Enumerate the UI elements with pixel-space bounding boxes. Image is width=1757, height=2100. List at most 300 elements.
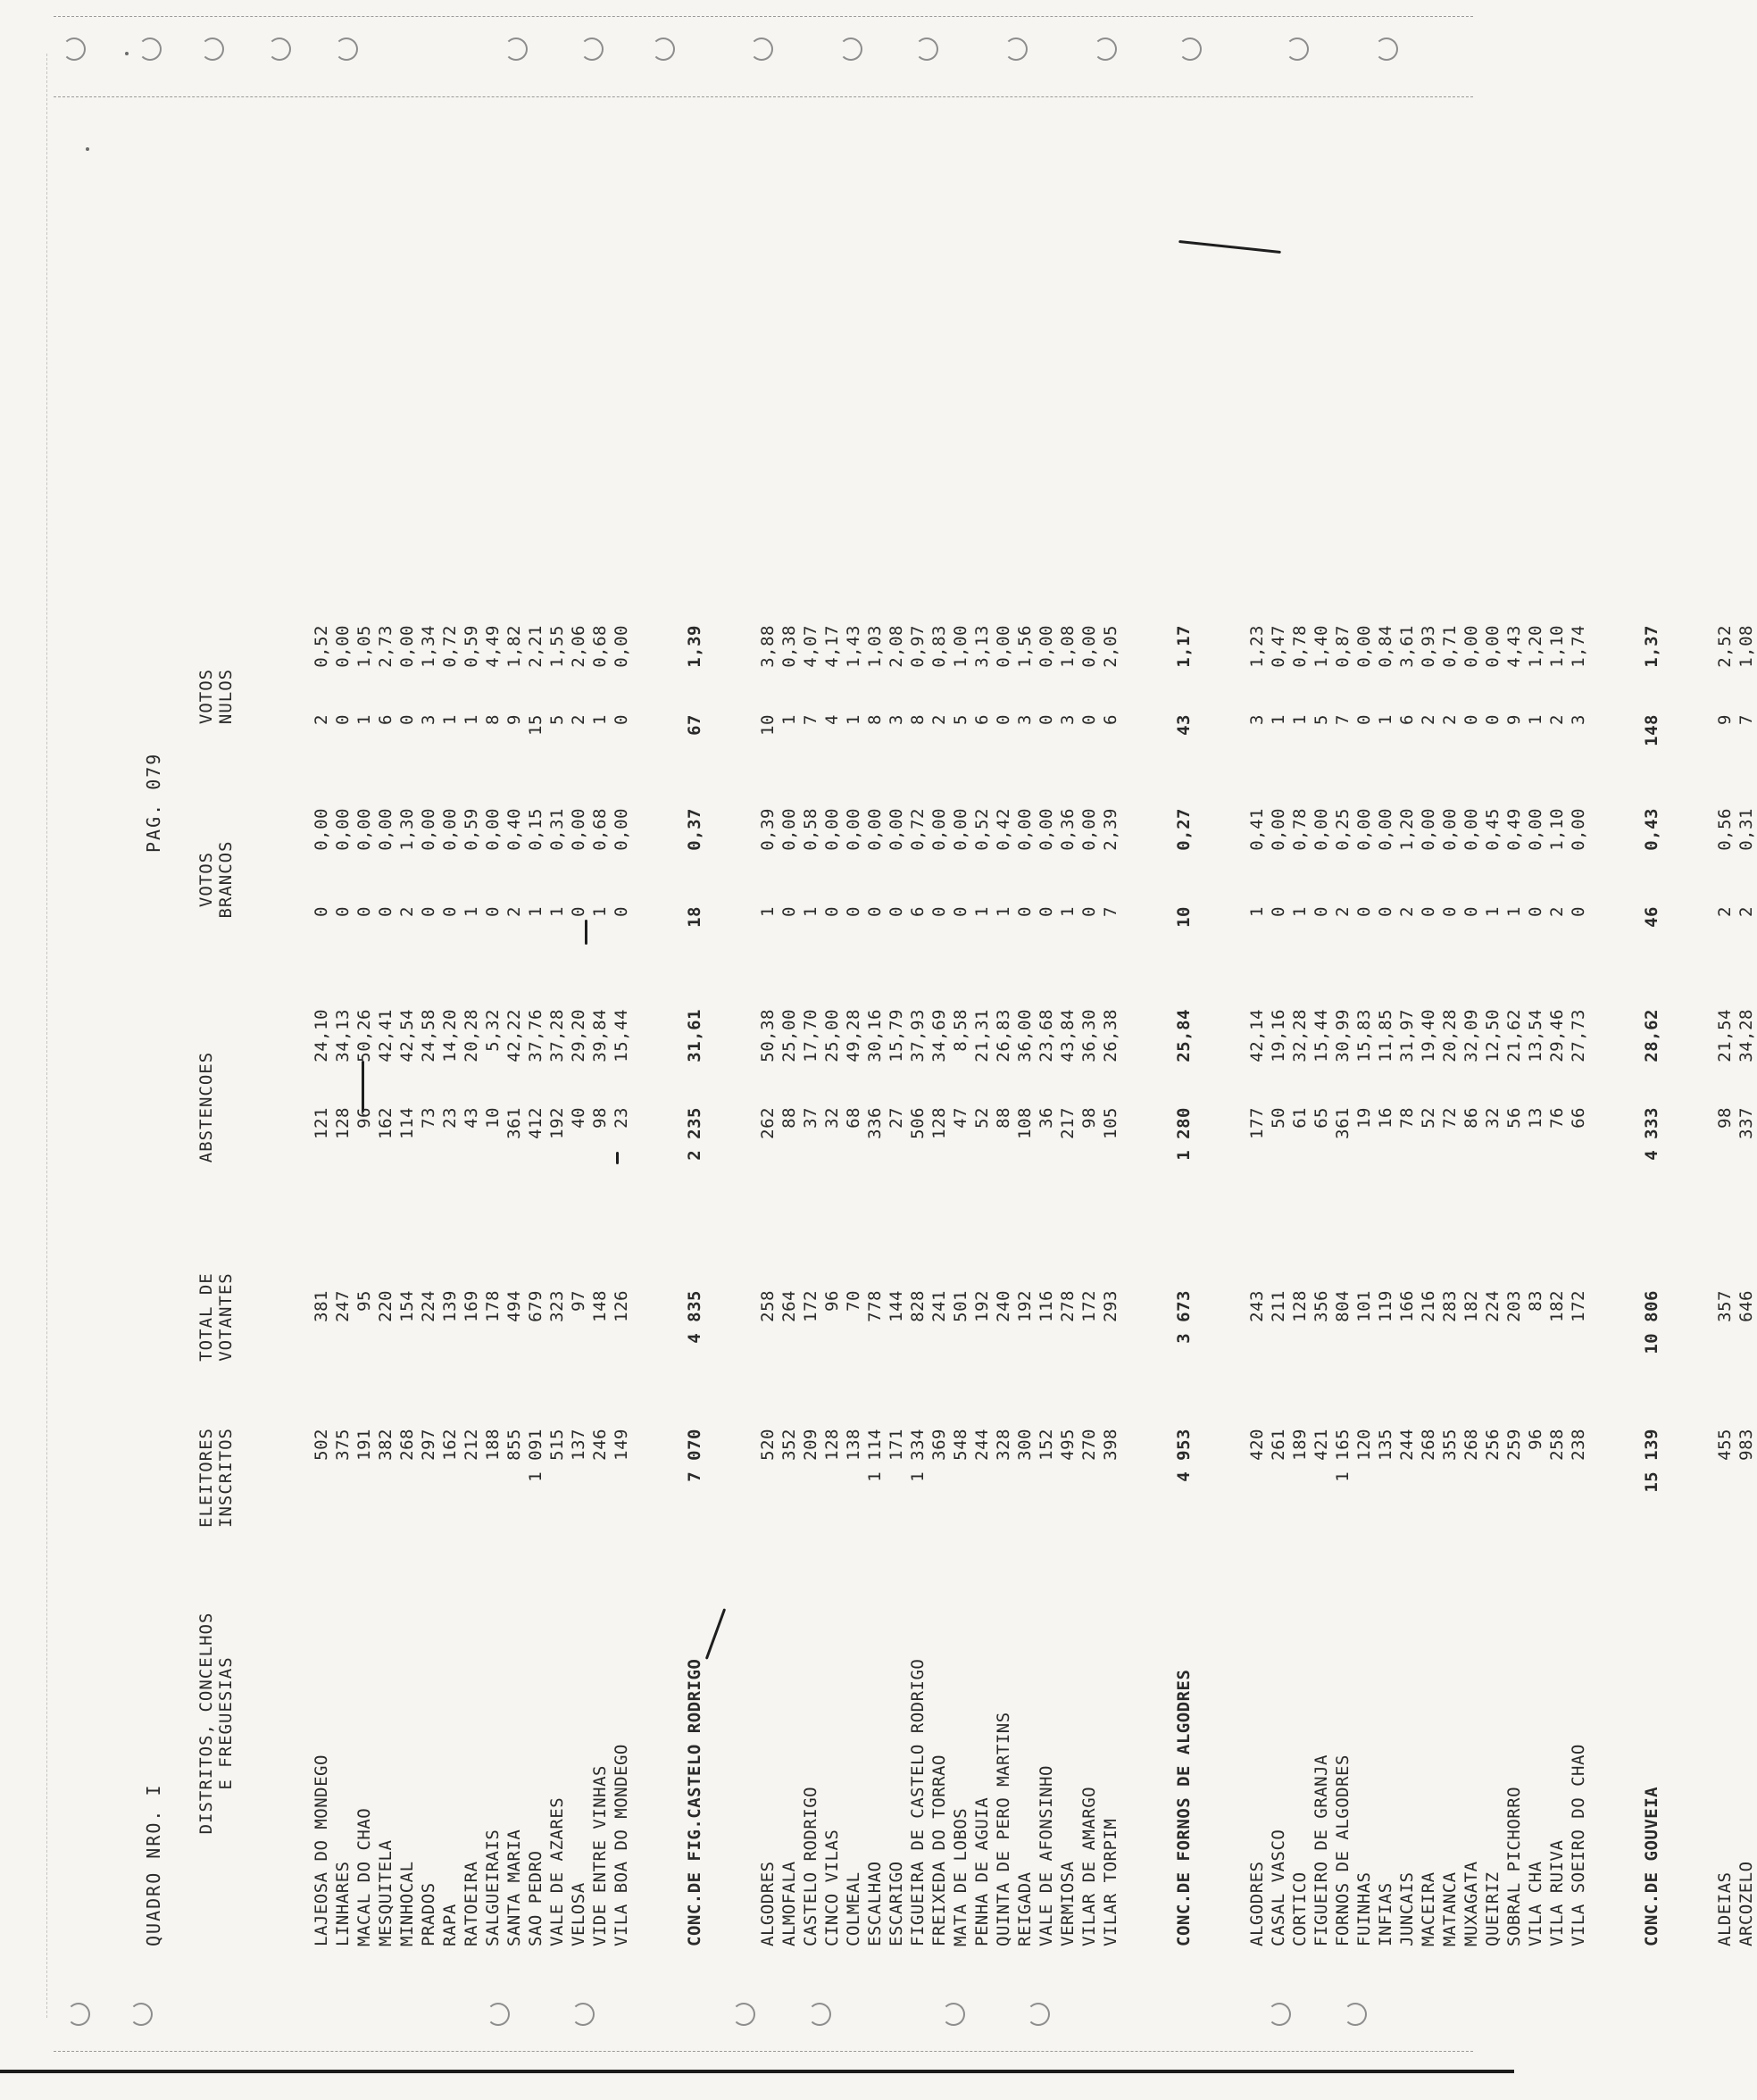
cell-bra-p: 0,00 [440, 808, 460, 851]
cell-nul-p: 2,73 [376, 625, 396, 668]
cell-abs-n: 114 [397, 1107, 417, 1139]
cell-ele: 421 [1312, 1429, 1331, 1461]
cell-bra-p: 0,43 [1642, 808, 1661, 851]
row-spacer [1207, 250, 1246, 1946]
cell-nul-p: 0,00 [397, 625, 417, 668]
results-table-body [311, 250, 1757, 1946]
feed-hole-icon [1344, 2003, 1367, 2026]
cell-nul-n: 6 [1101, 714, 1120, 725]
cell-bra-n: 0 [333, 906, 353, 917]
cell-bra-p: 0,58 [801, 808, 820, 851]
cell-nul-p: 4,43 [1504, 625, 1524, 668]
cell-bra-n: 7 [1101, 906, 1120, 917]
cell-abs-n: 76 [1547, 1107, 1567, 1129]
cell-ele: 515 [547, 1429, 567, 1461]
table-row [504, 250, 525, 1946]
cell-abs-p: 21,31 [972, 1009, 992, 1062]
feed-hole-icon [67, 2003, 90, 2026]
cell-name: SANTA MARIA [504, 1829, 524, 1946]
cell-ele: 96 [1526, 1429, 1545, 1450]
cell-ele: 300 [1015, 1429, 1035, 1461]
cell-bra-n: 0 [1440, 906, 1460, 917]
cell-tot: 148 [590, 1290, 610, 1322]
cell-abs-n: 43 [462, 1107, 481, 1129]
cell-abs-n: 10 [483, 1107, 503, 1129]
table-row [1736, 250, 1757, 1946]
cell-nul-p: 0,00 [1079, 625, 1099, 668]
cell-name: COLMEAL [844, 1871, 863, 1946]
cell-name: SAO PEDRO [526, 1850, 545, 1946]
cell-abs-p: 37,76 [526, 1009, 545, 1062]
cell-tot: 828 [908, 1290, 928, 1322]
cell-abs-n: 2 235 [685, 1107, 704, 1161]
cell-nul-n: 0 [1079, 714, 1099, 725]
cell-nul-n: 3 [887, 714, 906, 725]
cell-name: SOBRAL PICHORRO [1504, 1786, 1524, 1946]
cell-bra-p: 0,78 [1290, 808, 1310, 851]
cell-ele: 1 114 [865, 1429, 885, 1482]
cell-nul-n: 3 [1569, 714, 1588, 725]
cell-tot: 96 [822, 1290, 842, 1312]
feed-hole-icon [268, 38, 291, 61]
cell-tot: 804 [1333, 1290, 1353, 1322]
cell-bra-n: 10 [1174, 906, 1194, 928]
cell-nul-n: 1 [440, 714, 460, 725]
cell-nul-p: 0,72 [440, 625, 460, 668]
cell-abs-n: 262 [758, 1107, 778, 1139]
cell-bra-n: 0 [312, 906, 331, 917]
row-spacer [1121, 250, 1161, 1946]
table-row [971, 250, 993, 1946]
cell-name: ALDEIAS [1715, 1871, 1735, 1946]
cell-bra-p: 1,30 [397, 808, 417, 851]
cell-bra-p: 0,00 [612, 808, 631, 851]
paper-top-perforation [0, 0, 1514, 116]
cell-abs-n: 177 [1247, 1107, 1267, 1139]
cell-nul-n: 2 [1419, 714, 1438, 725]
cell-bra-p: 0,00 [1526, 808, 1545, 851]
cell-tot: 144 [887, 1290, 906, 1322]
cell-abs-p: 11,85 [1376, 1009, 1395, 1062]
cell-nul-n: 1 [844, 714, 863, 725]
cell-nul-n: 1 [1526, 714, 1545, 725]
feed-hole-icon [201, 38, 224, 61]
cell-tot: 116 [1037, 1290, 1056, 1322]
cell-nul-n: 0 [1461, 714, 1481, 725]
cell-abs-n: 13 [1526, 1107, 1545, 1129]
column-header-eleitores: ELEITORES INSCRITOS [196, 1428, 236, 1528]
cell-tot: 192 [972, 1290, 992, 1322]
cell-name: FUINHAS [1354, 1871, 1374, 1946]
cell-abs-p: 23,68 [1037, 1009, 1056, 1062]
cell-bra-p: 0,00 [483, 808, 503, 851]
cell-name: CORTICO [1290, 1871, 1310, 1946]
cell-abs-p: 34,28 [1736, 1009, 1756, 1062]
cell-ele: 548 [951, 1429, 970, 1461]
cell-tot: 172 [1569, 1290, 1588, 1322]
cell-bra-n: 1 [1483, 906, 1503, 917]
cell-bra-p: 0,68 [590, 808, 610, 851]
cell-bra-n: 1 [590, 906, 610, 917]
cell-nul-n: 0 [1354, 714, 1374, 725]
cell-tot: 101 [1354, 1290, 1374, 1322]
cell-tot: 494 [504, 1290, 524, 1322]
cell-nul-p: 0,00 [994, 625, 1013, 668]
feed-hole-icon [732, 2003, 755, 2026]
cell-bra-p: 0,00 [887, 808, 906, 851]
cell-nul-n: 10 [758, 714, 778, 736]
table-row [928, 250, 950, 1946]
cell-name: FIGUEIRO DE GRANJA [1312, 1754, 1331, 1946]
cell-nul-p: 0,00 [333, 625, 353, 668]
cell-nul-p: 1,56 [1015, 625, 1035, 668]
cell-abs-p: 42,22 [504, 1009, 524, 1062]
cell-nul-n: 2 [312, 714, 331, 725]
feed-hole-icon [1375, 38, 1398, 61]
cell-ele: 382 [376, 1429, 396, 1461]
cell-ele: 149 [612, 1429, 631, 1461]
cell-name: VILA RUIVA [1547, 1839, 1567, 1946]
cell-name: FIGUEIRA DE CASTELO RODRIGO [908, 1658, 928, 1946]
cell-bra-n: 0 [822, 906, 842, 917]
table-row [800, 250, 821, 1946]
cell-name: SALGUEIRAIS [483, 1829, 503, 1946]
cell-ele: 270 [1079, 1429, 1099, 1461]
cell-abs-n: 37 [801, 1107, 820, 1129]
cell-abs-p: 15,83 [1354, 1009, 1374, 1062]
cell-name: MESQUITELA [376, 1839, 396, 1946]
cell-name: VILA SOEIRO DO CHAO [1569, 1744, 1588, 1946]
cell-tot: 258 [758, 1290, 778, 1322]
cell-bra-n: 0 [419, 906, 438, 917]
cell-nul-n: 0 [397, 714, 417, 725]
cell-bra-p: 0,00 [1015, 808, 1035, 851]
cell-nul-p: 0,00 [1037, 625, 1056, 668]
cell-ele: 328 [994, 1429, 1013, 1461]
cell-name: CONC.DE FORNOS DE ALGODRES [1174, 1669, 1194, 1946]
margin-line [46, 54, 47, 2018]
cell-bra-p: 0,00 [779, 808, 799, 851]
cell-bra-p: 0,00 [376, 808, 396, 851]
cell-bra-p: 0,00 [951, 808, 970, 851]
cell-tot: 10 806 [1642, 1290, 1661, 1354]
cell-tot: 778 [865, 1290, 885, 1322]
table-row [1289, 250, 1311, 1946]
cell-nul-n: 2 [1547, 714, 1567, 725]
cell-nul-p: 0,93 [1419, 625, 1438, 668]
cell-abs-n: 72 [1440, 1107, 1460, 1129]
cell-bra-n: 1 [1504, 906, 1524, 917]
cell-nul-p: 3,61 [1397, 625, 1417, 668]
feed-hole-icon [915, 38, 938, 61]
cell-abs-p: 37,93 [908, 1009, 928, 1062]
cell-ele: 268 [397, 1429, 417, 1461]
cell-tot: 203 [1504, 1290, 1524, 1322]
cell-nul-n: 6 [1397, 714, 1417, 725]
cell-bra-p: 0,27 [1174, 808, 1194, 851]
cell-bra-n: 6 [908, 906, 928, 917]
cell-abs-n: 128 [333, 1107, 353, 1139]
cell-abs-p: 12,50 [1483, 1009, 1503, 1062]
cell-ele: 209 [801, 1429, 820, 1461]
cell-ele: 502 [312, 1429, 331, 1461]
cell-abs-p: 30,16 [865, 1009, 885, 1062]
cell-bra-n: 1 [547, 906, 567, 917]
cell-nul-p: 1,55 [547, 625, 567, 668]
cell-abs-n: 73 [419, 1107, 438, 1129]
cell-name: PRADOS [419, 1882, 438, 1946]
cell-abs-p: 42,41 [376, 1009, 396, 1062]
cell-name: MINHOCAL [397, 1861, 417, 1946]
feed-hole-icon [1004, 38, 1028, 61]
cell-nul-p: 1,43 [844, 625, 863, 668]
cell-name: JUNCAIS [1397, 1871, 1417, 1946]
cell-tot: 97 [569, 1290, 588, 1312]
cell-abs-p: 19,40 [1419, 1009, 1438, 1062]
cell-nul-n: 7 [1333, 714, 1353, 725]
cell-nul-n: 8 [908, 714, 928, 725]
cell-abs-n: 66 [1569, 1107, 1588, 1129]
cell-abs-n: 32 [1483, 1107, 1503, 1129]
cell-abs-p: 20,28 [462, 1009, 481, 1062]
cell-bra-p: 0,00 [312, 808, 331, 851]
cell-bra-p: 0,00 [822, 808, 842, 851]
cell-nul-n: 3 [419, 714, 438, 725]
cell-name: REIGADA [1015, 1871, 1035, 1946]
column-header-nulos: VOTOS NULOS [196, 668, 236, 725]
cell-ele: 268 [1419, 1429, 1438, 1461]
cell-abs-p: 21,54 [1715, 1009, 1735, 1062]
cell-nul-p: 2,52 [1715, 625, 1735, 668]
cell-abs-n: 4 333 [1642, 1107, 1661, 1161]
cell-nul-p: 0,78 [1290, 625, 1310, 668]
cell-ele: 152 [1037, 1429, 1056, 1461]
cell-bra-p: 0,15 [526, 808, 545, 851]
cell-nul-n: 5 [951, 714, 970, 725]
table-row [589, 250, 611, 1946]
cell-name: QUEIRIZ [1483, 1871, 1503, 1946]
cell-tot: 139 [440, 1290, 460, 1322]
cell-abs-p: 28,62 [1642, 1009, 1661, 1062]
cell-bra-n: 0 [929, 906, 949, 917]
table-row [779, 250, 800, 1946]
cell-name: MACEIRA [1419, 1871, 1438, 1946]
council-total-row [684, 250, 705, 1946]
cell-bra-n: 0 [951, 906, 970, 917]
table-row [1014, 250, 1036, 1946]
cell-ele: 256 [1483, 1429, 1503, 1461]
cell-ele: 983 [1736, 1429, 1756, 1461]
cell-bra-n: 0 [569, 906, 588, 917]
cell-abs-n: 88 [994, 1107, 1013, 1129]
table-row [1503, 250, 1525, 1946]
cell-nul-n: 3 [1058, 714, 1078, 725]
cell-bra-n: 2 [1333, 906, 1353, 917]
cell-abs-p: 26,83 [994, 1009, 1013, 1062]
cell-ele: 355 [1440, 1429, 1460, 1461]
cell-abs-n: 23 [612, 1107, 631, 1129]
cell-abs-n: 32 [822, 1107, 842, 1129]
feed-hole-icon [129, 2003, 153, 2026]
cell-abs-n: 162 [376, 1107, 396, 1139]
cell-abs-n: 40 [569, 1107, 588, 1129]
cell-nul-p: 2,06 [569, 625, 588, 668]
cell-name: FORNOS DE ALGODRES [1333, 1754, 1353, 1946]
cell-nul-n: 1 [354, 714, 374, 725]
cell-abs-p: 42,14 [1247, 1009, 1267, 1062]
cell-tot: 172 [801, 1290, 820, 1322]
cell-tot: 283 [1440, 1290, 1460, 1322]
cell-nul-p: 0,59 [462, 625, 481, 668]
table-row [611, 250, 632, 1946]
cell-abs-n: 56 [1504, 1107, 1524, 1129]
cell-nul-p: 1,20 [1526, 625, 1545, 668]
page-edge [0, 2070, 1514, 2073]
cell-nul-n: 43 [1174, 714, 1194, 736]
cell-name: LAJEOSA DO MONDEGO [312, 1754, 331, 1946]
cell-tot: 192 [1015, 1290, 1035, 1322]
cell-nul-n: 8 [865, 714, 885, 725]
cell-name: VALE DE AZARES [547, 1796, 567, 1946]
feed-hole-icon [750, 38, 773, 61]
cell-nul-p: 0,84 [1376, 625, 1395, 668]
table-row [311, 250, 332, 1946]
cell-name: FREIXEDA DO TORRAO [929, 1754, 949, 1946]
feed-hole-icon [335, 38, 358, 61]
table-row [1332, 250, 1353, 1946]
cell-bra-n: 2 [397, 906, 417, 917]
cell-abs-p: 50,38 [758, 1009, 778, 1062]
cell-tot: 241 [929, 1290, 949, 1322]
cell-bra-n: 0 [1569, 906, 1588, 917]
cell-abs-p: 31,61 [685, 1009, 704, 1062]
cell-bra-p: 0,00 [569, 808, 588, 851]
cell-abs-p: 25,84 [1174, 1009, 1194, 1062]
cell-tot: 182 [1547, 1290, 1567, 1322]
table-row [1311, 250, 1332, 1946]
cell-tot: 70 [844, 1290, 863, 1312]
cell-ele: 189 [1290, 1429, 1310, 1461]
table-row [907, 250, 928, 1946]
cell-ele: 352 [779, 1429, 799, 1461]
cell-ele: 120 [1354, 1429, 1374, 1461]
cell-tot: 278 [1058, 1290, 1078, 1322]
cell-abs-p: 50,26 [354, 1009, 374, 1062]
cell-bra-n: 2 [1547, 906, 1567, 917]
cell-ele: 297 [419, 1429, 438, 1461]
feed-hole-icon [487, 2003, 510, 2026]
cell-nul-p: 0,97 [908, 625, 928, 668]
cell-nul-p: 1,34 [419, 625, 438, 668]
cell-nul-n: 0 [994, 714, 1013, 725]
cell-nul-n: 4 [822, 714, 842, 725]
cell-nul-p: 1,08 [1058, 625, 1078, 668]
cell-tot: 501 [951, 1290, 970, 1322]
cell-tot: 182 [1461, 1290, 1481, 1322]
table-row [1078, 250, 1100, 1946]
table-row [525, 250, 546, 1946]
cell-bra-p: 0,36 [1058, 808, 1078, 851]
cell-abs-p: 26,38 [1101, 1009, 1120, 1062]
cell-bra-p: 0,00 [844, 808, 863, 851]
feed-hole-icon [839, 38, 862, 61]
cell-ele: 137 [569, 1429, 588, 1461]
feed-hole-icon [1027, 2003, 1050, 2026]
cell-nul-n: 1 [1290, 714, 1310, 725]
cell-bra-n: 2 [1736, 906, 1756, 917]
cell-nul-p: 1,39 [685, 625, 704, 668]
cell-bra-p: 0,00 [1312, 808, 1331, 851]
cell-tot: 220 [376, 1290, 396, 1322]
table-row [757, 250, 779, 1946]
cell-abs-p: 29,46 [1547, 1009, 1567, 1062]
cell-bra-n: 0 [1419, 906, 1438, 917]
cell-abs-n: 217 [1058, 1107, 1078, 1139]
table-row [950, 250, 971, 1946]
cell-abs-p: 32,28 [1290, 1009, 1310, 1062]
cell-abs-n: 98 [1079, 1107, 1099, 1129]
feed-hole-icon [138, 38, 162, 61]
cell-bra-p: 0,00 [1440, 808, 1460, 851]
cell-bra-p: 0,59 [462, 808, 481, 851]
cell-name: LINHARES [333, 1861, 353, 1946]
cell-bra-n: 0 [1354, 906, 1374, 917]
cell-bra-p: 0,45 [1483, 808, 1503, 851]
perforation-rule [54, 16, 1473, 17]
cell-ele: 375 [333, 1429, 353, 1461]
cell-abs-p: 14,20 [440, 1009, 460, 1062]
cell-nul-n: 15 [526, 714, 545, 736]
cell-nul-p: 0,68 [590, 625, 610, 668]
cell-nul-p: 3,88 [758, 625, 778, 668]
cell-bra-p: 0,00 [1037, 808, 1056, 851]
cell-abs-n: 52 [972, 1107, 992, 1129]
cell-nul-n: 9 [1504, 714, 1524, 725]
cell-nul-p: 0,38 [779, 625, 799, 668]
cell-ele: 1 091 [526, 1429, 545, 1482]
table-row [1268, 250, 1289, 1946]
cell-abs-n: 23 [440, 1107, 460, 1129]
cell-abs-n: 50 [1269, 1107, 1288, 1129]
feed-hole-icon [1268, 2003, 1291, 2026]
perforation-rule [54, 2051, 1473, 2052]
cell-bra-n: 1 [994, 906, 1013, 917]
cell-nul-n: 2 [569, 714, 588, 725]
cell-nul-n: 0 [1483, 714, 1503, 725]
cell-abs-p: 15,44 [1312, 1009, 1331, 1062]
cell-nul-p: 2,21 [526, 625, 545, 668]
feed-hole-icon [652, 38, 675, 61]
cell-nul-p: 3,13 [972, 625, 992, 668]
cell-abs-p: 32,09 [1461, 1009, 1481, 1062]
table-row [1375, 250, 1396, 1946]
cell-nul-n: 0 [612, 714, 631, 725]
table-row [1246, 250, 1268, 1946]
cell-abs-p: 15,44 [612, 1009, 631, 1062]
cell-nul-n: 5 [547, 714, 567, 725]
cell-nul-p: 1,08 [1736, 625, 1756, 668]
cell-ele: 135 [1376, 1429, 1395, 1461]
cell-ele: 855 [504, 1429, 524, 1461]
column-header-name: DISTRITOS, CONCELHOS E FREGUESIAS [196, 1612, 236, 1835]
cell-nul-p: 2,08 [887, 625, 906, 668]
cell-bra-n: 1 [462, 906, 481, 917]
cell-abs-p: 49,28 [844, 1009, 863, 1062]
table-row [568, 250, 589, 1946]
cell-nul-p: 1,74 [1569, 625, 1588, 668]
cell-abs-p: 5,32 [483, 1009, 503, 1052]
cell-tot: 128 [1290, 1290, 1310, 1322]
